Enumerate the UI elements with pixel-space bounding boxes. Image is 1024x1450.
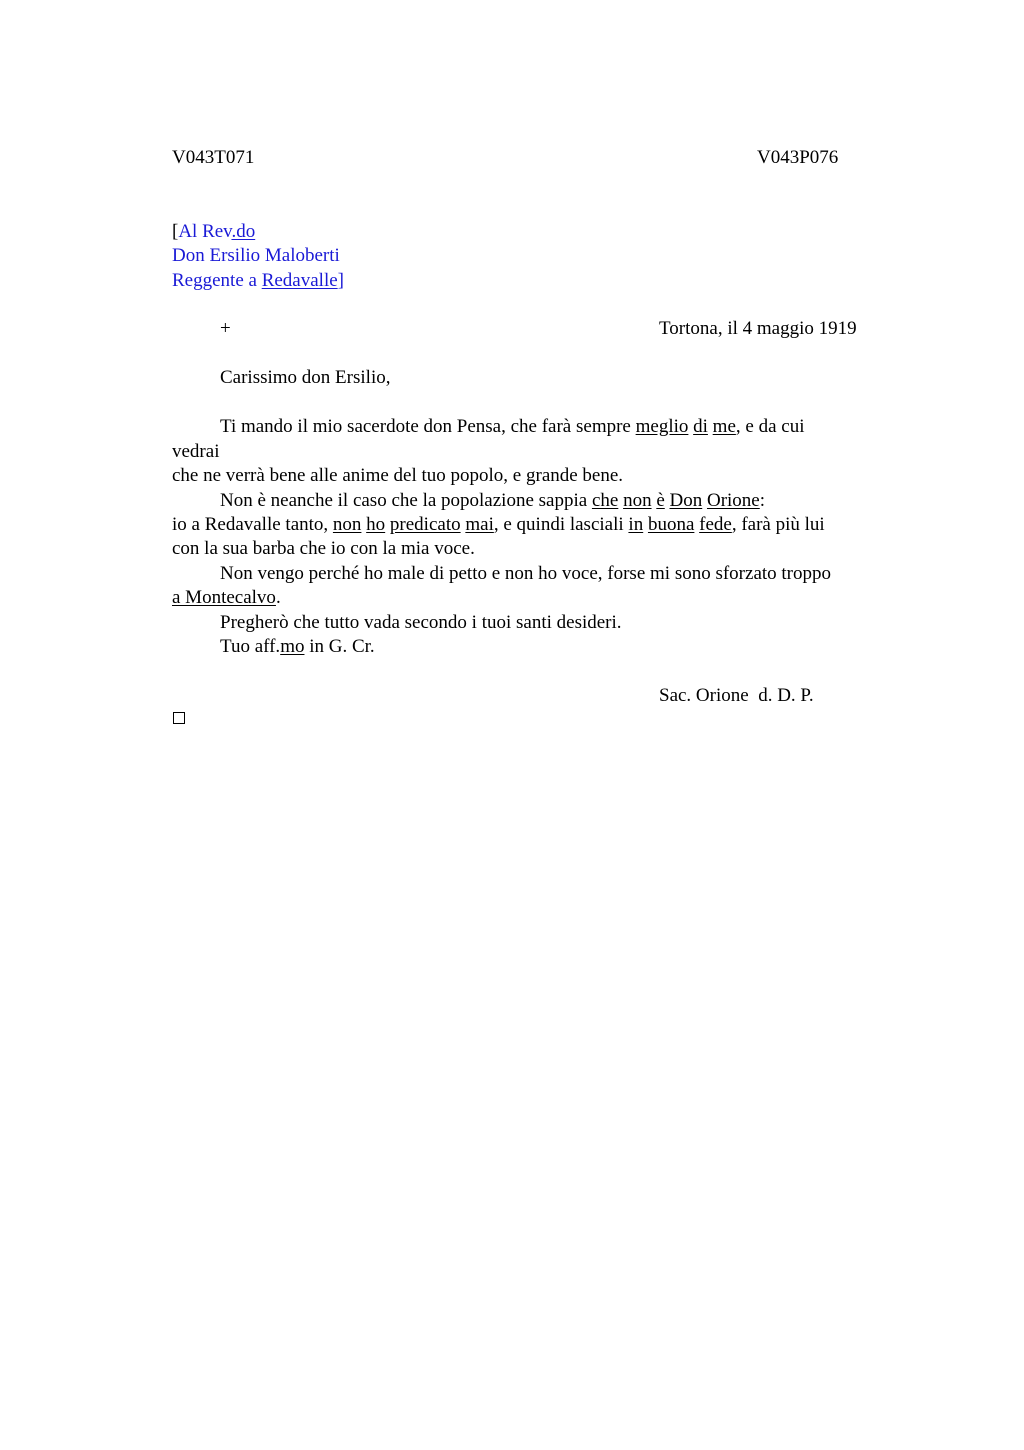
text-run: , e da cui xyxy=(735,416,805,437)
text-run: Ti mando il mio sacerdote don Pensa, che farà sempre xyxy=(220,416,636,437)
text-run: Non è neanche il caso che la popolazione sappia xyxy=(220,490,592,511)
recipient-place: Redavalle xyxy=(261,270,338,291)
text-run: . xyxy=(275,587,281,608)
paragraph-2-line-3: con la sua barba che io con la mia voce. xyxy=(172,538,475,559)
underlined-word: me xyxy=(712,416,736,437)
underlined-word: meglio xyxy=(635,416,689,437)
underlined-word: non xyxy=(623,490,652,511)
paragraph-3-line-2 xyxy=(172,586,281,610)
underlined-word: che xyxy=(591,490,619,511)
underlined-word: mo xyxy=(280,636,305,657)
paragraph-1-line-1 xyxy=(220,415,804,439)
paragraph-3-line-1: Non vengo perché ho male di petto e non ho voce, forse mi sono sforzato troppo xyxy=(220,563,832,584)
text-run: , e quindi lasciali xyxy=(493,514,629,535)
document-code-right: V043P076 xyxy=(757,147,839,168)
paragraph-1-line-2: vedrai xyxy=(172,441,220,462)
underlined-word: mai xyxy=(465,514,494,535)
bracket-close: ] xyxy=(337,270,344,291)
closing-line xyxy=(220,635,375,659)
underlined-word: di xyxy=(693,416,708,437)
recipient-name: Don Ersilio Maloberti xyxy=(172,245,340,266)
paragraph-4: Pregherò che tutto vada secondo i tuoi santi desideri. xyxy=(220,612,622,633)
bracket-open: [ xyxy=(172,221,179,242)
text-run: , farà più lui xyxy=(731,514,825,535)
cross-mark: + xyxy=(220,318,231,339)
underlined-word: ho xyxy=(366,514,386,535)
recipient-title-abbrev: .do xyxy=(231,221,256,242)
salutation: Carissimo don Ersilio, xyxy=(220,367,391,388)
underlined-word: in xyxy=(628,514,644,535)
recipient-line-1 xyxy=(172,220,255,244)
paragraph-2-line-1 xyxy=(220,489,765,513)
recipient-line-3 xyxy=(172,269,344,293)
underlined-word: Orione xyxy=(706,490,760,511)
paragraph-1-line-3: che ne verrà bene alle anime del tuo popolo, e grande bene. xyxy=(172,465,624,486)
recipient-title: Al Rev xyxy=(178,221,232,242)
underlined-word: a Montecalvo xyxy=(172,587,276,608)
place-date: Tortona, il 4 maggio 1919 xyxy=(659,318,857,339)
recipient-role: Reggente a xyxy=(172,270,262,291)
underlined-word: fede xyxy=(699,514,732,535)
text-run: in G. Cr. xyxy=(304,636,375,657)
paragraph-2-line-2 xyxy=(172,513,825,537)
text-run: Tuo aff. xyxy=(220,636,281,657)
signature: Sac. Orione d. D. P. xyxy=(659,685,814,706)
text-run: io a Redavalle tanto, xyxy=(172,514,333,535)
underlined-word: non xyxy=(332,514,362,535)
text-run: : xyxy=(759,490,766,511)
underlined-word: buona xyxy=(647,514,695,535)
underlined-word: predicato xyxy=(389,514,461,535)
square-box-icon xyxy=(173,712,185,724)
underlined-word: Don xyxy=(669,490,703,511)
document-code-left: V043T071 xyxy=(172,147,255,168)
underlined-word: è xyxy=(656,490,665,511)
